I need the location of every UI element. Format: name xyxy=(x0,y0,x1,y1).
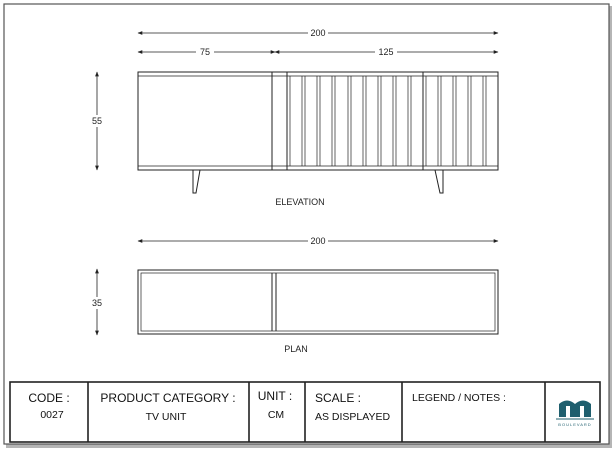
unit-label: UNIT : xyxy=(257,389,293,403)
product-category-label: PRODUCT CATEGORY : xyxy=(100,391,236,405)
scale-label: SCALE : xyxy=(315,391,362,405)
company-logo xyxy=(556,401,594,428)
logo-arch-window xyxy=(580,406,584,417)
elevation-overall-width-text: 200 xyxy=(310,28,326,38)
elevation-left-width-text: 75 xyxy=(199,47,211,57)
sheet-frame xyxy=(4,4,609,444)
code-value: 0027 xyxy=(40,409,64,421)
code-label: CODE : xyxy=(28,391,70,405)
logo-arch-window xyxy=(566,406,570,417)
elevation-height-text: 55 xyxy=(91,116,103,126)
unit-value: CM xyxy=(267,409,285,421)
elevation-label: ELEVATION xyxy=(275,197,325,207)
plan-label: PLAN xyxy=(284,344,308,354)
legend-notes-label: LEGEND / NOTES : xyxy=(412,392,506,404)
product-category-value: TV UNIT xyxy=(145,411,187,423)
plan-overall-width-text: 200 xyxy=(310,236,326,246)
scale-value: AS DISPLAYED xyxy=(315,411,391,423)
elevation-right-width-text: 125 xyxy=(378,47,394,57)
plan-depth-text: 35 xyxy=(91,298,103,308)
logo-caption: BOULEVARD xyxy=(558,422,592,427)
